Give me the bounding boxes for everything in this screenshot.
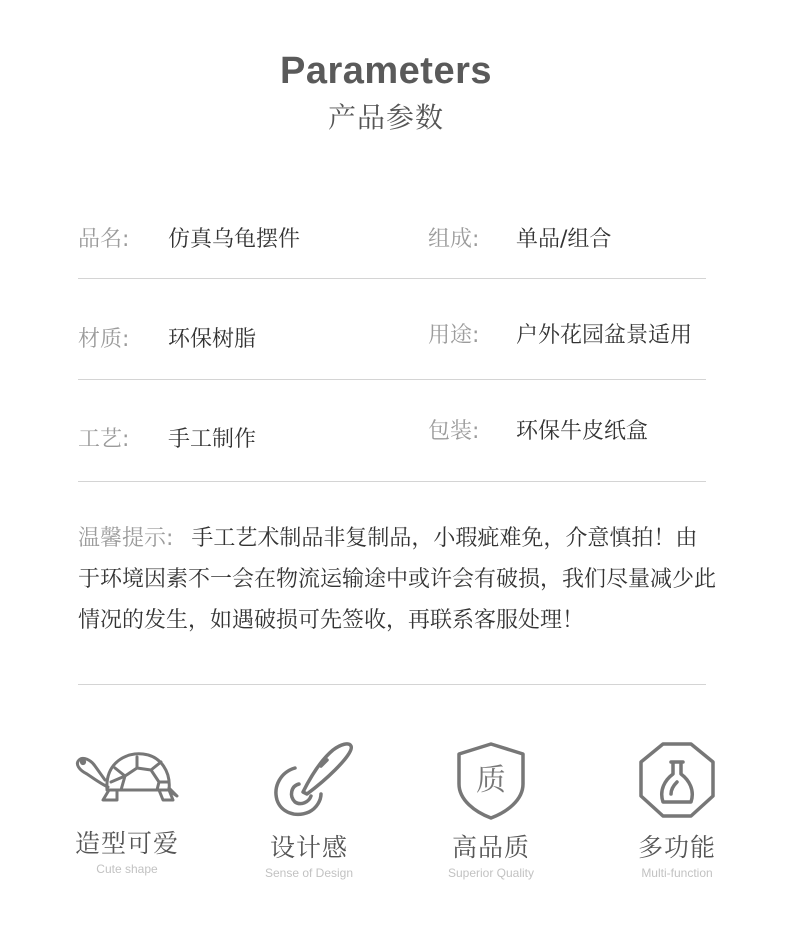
param-label-composition: 组成: bbox=[428, 227, 480, 252]
feature-label: 设计感 bbox=[269, 833, 348, 862]
feature-multifunction bbox=[602, 740, 752, 880]
param-value-name: 仿真乌龟摆件 bbox=[168, 227, 301, 252]
divider bbox=[78, 379, 706, 380]
feature-label: 高品质 bbox=[451, 833, 530, 862]
feature-cute-shape bbox=[52, 740, 202, 876]
param-value-craft: 手工制作 bbox=[168, 427, 257, 452]
vase-icon bbox=[635, 740, 719, 820]
param-label-material: 材质: bbox=[78, 327, 130, 352]
param-value-material: 环保树脂 bbox=[168, 327, 257, 352]
divider bbox=[78, 278, 706, 279]
divider bbox=[78, 481, 706, 482]
page-title-en: Parameters bbox=[279, 50, 493, 92]
param-value-usage: 户外花园盆景适用 bbox=[516, 323, 693, 348]
notice-label: 温馨提示: bbox=[78, 526, 174, 551]
param-value-composition: 单品/组合 bbox=[516, 227, 612, 252]
feature-sublabel: Multi-function bbox=[641, 866, 713, 880]
notice-text: 手工艺术制品非复制品，小瑕疵难免，介意慎拍！由于环境因素不一会在物流运输途中或许会有破损，我们尽量减少此情况的发生，如遇破损可先签收，再联系客服处理！ bbox=[78, 526, 717, 633]
feature-sublabel: Sense of Design bbox=[264, 866, 354, 880]
param-label-name: 品名: bbox=[78, 227, 130, 252]
divider bbox=[78, 684, 706, 685]
param-label-usage: 用途: bbox=[428, 323, 480, 348]
feature-sublabel: Cute shape bbox=[96, 862, 158, 876]
shield-icon bbox=[441, 740, 541, 820]
param-row-1 bbox=[78, 218, 706, 258]
param-label-package: 包装: bbox=[428, 419, 480, 444]
feature-quality bbox=[416, 740, 566, 880]
param-row-3 bbox=[78, 418, 706, 458]
page-title-cn: 产品参数 bbox=[327, 101, 444, 134]
feature-label: 造型可爱 bbox=[74, 829, 179, 858]
feature-design bbox=[234, 740, 384, 880]
param-label-craft: 工艺: bbox=[78, 427, 130, 452]
shield-glyph: 质 bbox=[476, 763, 506, 798]
param-row-2 bbox=[78, 318, 706, 358]
brush-icon bbox=[259, 740, 359, 820]
feature-sublabel: Superior Quality bbox=[447, 866, 535, 880]
param-value-package: 环保牛皮纸盒 bbox=[516, 419, 649, 444]
notice-block bbox=[78, 518, 718, 641]
feature-label: 多功能 bbox=[637, 833, 716, 862]
turtle-icon bbox=[75, 740, 179, 816]
